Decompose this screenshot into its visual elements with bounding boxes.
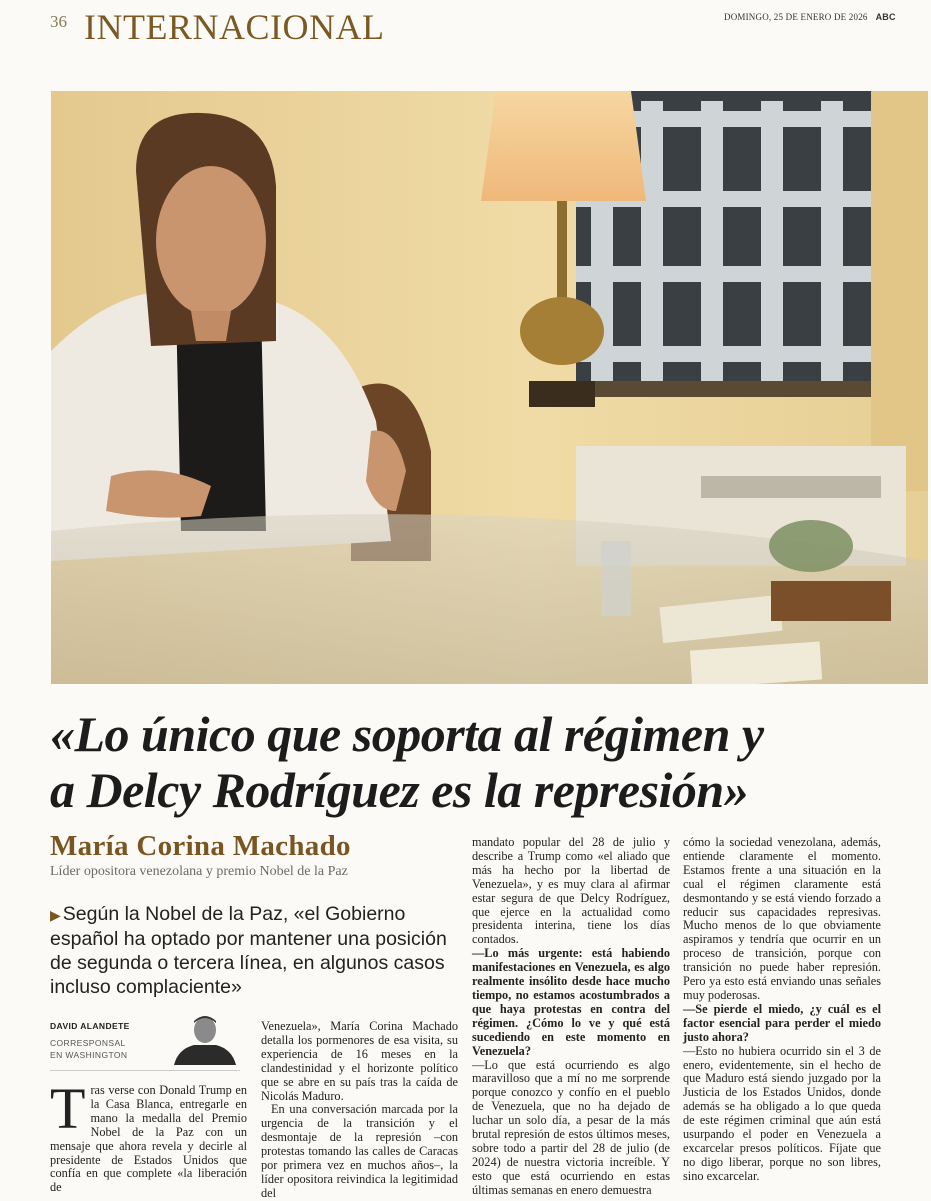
author-name: DAVID ALANDETE [50,1021,130,1031]
publication-name: ABC [875,12,896,22]
question-2 [683,1003,881,1045]
article-column-3 [472,836,670,1198]
drop-cap: T [50,1076,86,1141]
author-photo [172,1013,238,1065]
page-number: 36 [50,12,67,31]
article-column-1 [50,1076,247,1195]
interviewee-role: Líder opositora venezolana y premio Nobel de la Paz [50,864,348,879]
byline-divider [50,1070,240,1071]
section-title: INTERNACIONAL [84,7,385,47]
headline-line-2: a Delcy Rodríguez es la represión» [50,762,749,818]
headline [50,706,900,818]
article-column-2 [261,1020,458,1201]
author-role-line-2: EN WASHINGTON [50,1050,128,1060]
question-1 [472,947,670,1058]
dateline [724,12,896,22]
byline [50,1021,130,1061]
author-role-line-1: CORRESPONSAL [50,1038,126,1048]
lead-text: Según la Nobel de la Paz, «el Gobierno español ha optado por mantener una posición de segunda o tercera línea, en algunos casos incluso complaciente» [50,903,447,998]
column-2-paragraph-2: En una conversación marcada por la urgencia de la transición y el desmontaje de la represión –con protestas tomando las calles de Caracas por primera vez en muchos años–, la líder opositora reivindica la legitimidad del [261,1102,458,1200]
question-2-text: —Se pierde el miedo, ¿y cuál es el factor esencial para perder el miedo justo ahora? [683,1001,881,1044]
question-1-text: —Lo más urgente: está habiendo manifestaciones en Venezuela, es algo realmente insólito desde hace mucho tiempo, no estamos acostumbrados a que haya protestas en contra del régimen. ¿Cómo lo ve y qué está sucediendo en este momento en Venezuela? [472,946,670,1058]
headline-line-1: «Lo único que soporta al régimen y [50,706,764,762]
lead-arrow-icon: ▶ [50,907,61,923]
author-role [50,1037,130,1061]
column-1-text: ras verse con Donald Trump en la Casa Blanca, entregarle en mano la medalla del Premio Nobel de la Paz con un mensaje que ahora revela y decirle al presidente de Estados Unidos que confía en que complete «la liberación de [50,1083,247,1195]
interview-photo [51,91,928,684]
answer-1: —Lo que está ocurriendo es algo maravilloso que a mí no me sorprende porque conozco y confío en el pueblo de Venezuela, que no ha dejado de luchar un solo día, a pesar de la más brutal represión de estos últimos meses, sobre todo a partir del 28 de julio (de 2024) de nuestra victoria increíble. Y esto que está ocurriendo en estas últimas semanas en enero demuestra [472,1057,670,1197]
issue-date: DOMINGO, 25 DE ENERO DE 2026 [724,12,868,22]
column-3-paragraph-1: mandato popular del 28 de julio y describe a Trump como «el aliado que más ha hecho por la libertad de Venezuela», y es muy clara al afirmar estar segura de que Delcy Rodríguez, que ejerce en la actualidad como presidenta interina, tiene los días contados. [472,835,670,947]
column-2-paragraph-1: Venezuela», María Corina Machado detalla los pormenores de esa visita, su experiencia de 16 meses en la clandestinidad y el horizonte político que se abre en su país tras la caída de Nicolás Maduro. [261,1019,458,1103]
interviewee-name: María Corina Machado [50,830,351,862]
answer-2: —Esto no hubiera ocurrido sin el 3 de enero, evidentemente, sin el hecho de que Maduro está siendo juzgado por la Justicia de los Estados Unidos, donde además se ha obligado a lo que queda de este régimen criminal que aún está usurpando el poder en Venezuela a excarcelar presos políticos. Fíjate que no digo liberar, porque no son libres, sino excarcelar. [683,1043,881,1183]
column-4-paragraph-1: cómo la sociedad venezolana, además, entiende claramente el momento. Estamos frente a una situación en la cual el régimen claramente está desmontando y se está viendo forzado a reducir sus capacidades represivas. Mucho menos de lo que obviamente aspiramos y tendría que ocurrir en un proceso de transición, porque con transición no puede haber represión. Pero ya esto está enviando unas señales muy poderosas. [683,835,881,1002]
article-column-4 [683,836,881,1184]
lead-summary [50,902,460,999]
